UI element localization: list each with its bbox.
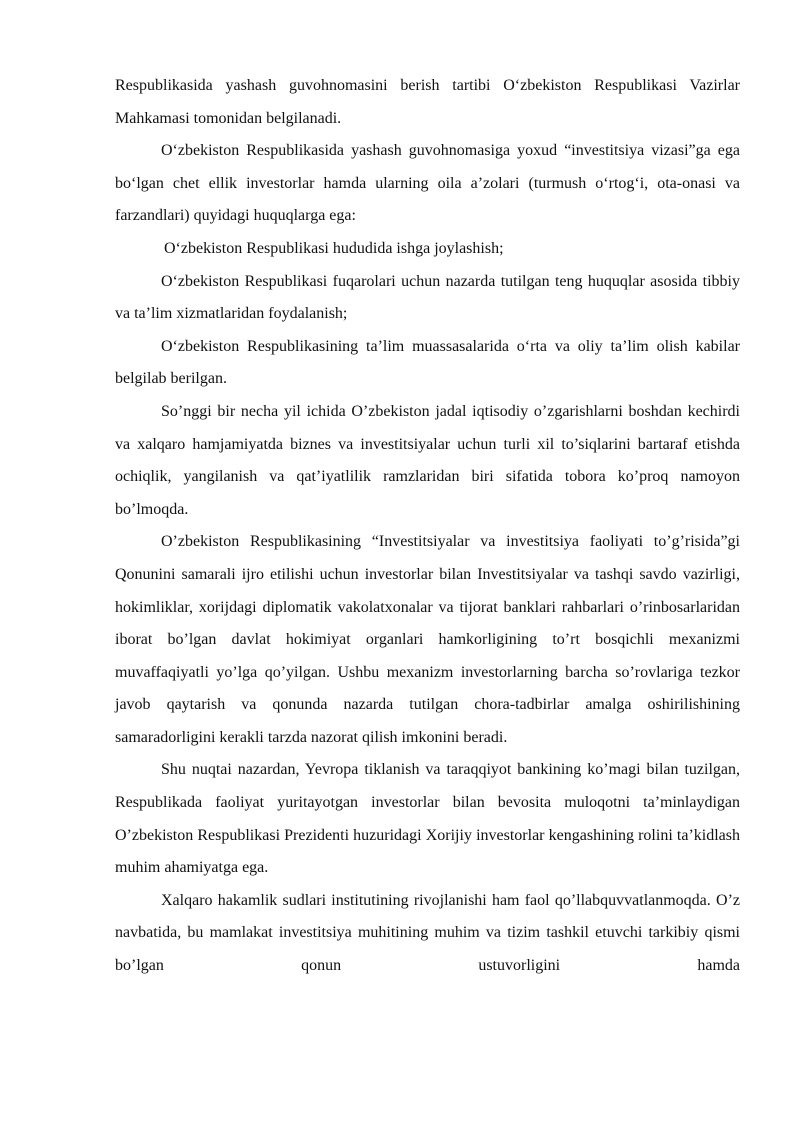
paragraph-arbitration: Xalqaro hakamlik sudlari institutining rivojlanishi ham faol qo’llabquvvatlanmoqda. O’z navbatida, bu mamlakat investitsiya muhitining muhim va tizim tashkil etuvchi tarkibiy qismi bo’lgan qonun ustuvorligini hamda	[115, 891, 740, 975]
paragraph-investment-law: O’zbekiston Respublikasining “Investitsiyalar va investitsiya faoliyati to’g’risida”gi Qonunini samarali ijro etilishi uchun investorlar bilan Investitsiyalar va tashqi savdo vazirligi, hokimliklar, xorijdagi diplomatik vakolatxonalar va tijorat banklari rahbarlari o’rinbosarlaridan iborat bo’lgan davlat hokimiyat organlari hamkorligining to’rt bosqichli mexanizmi muvaffaqiyatli yo’lga qo’yilgan. Ushbu mexanizm investorlarning barcha so’rovlariga tezkor javob qaytarish va qonunda nazarda tutilgan chora-tadbirlar amalga oshirilishining samaradorligini kerakli tarzda nazorat qilish imkonini beradi.	[115, 533, 740, 746]
list-item-employment: O‘zbekiston Respublikasi hududida ishga joylashish;	[164, 239, 504, 257]
list-item-education: O‘zbekiston Respublikasining ta’lim muassasalarida o‘rta va oliy ta’lim olish kabilar belgilab berilgan.	[115, 337, 740, 388]
list-item-services: O‘zbekiston Respublikasi fuqarolari uchun nazarda tutilgan teng huquqlar asosida tibbiy va ta’lim xizmatlaridan foydalanish;	[115, 272, 740, 323]
document-page	[115, 70, 740, 983]
paragraph-continuation: Respublikasida yashash guvohnomasini berish tartibi O‘zbekiston Respublikasi Vazirlar Mahkamasi tomonidan belgilanadi.	[115, 77, 740, 127]
paragraph-reforms: So’nggi bir necha yil ichida O’zbekiston jadal iqtisodiy o’zgarishlarni boshdan kechirdi va xalqaro hamjamiyatda biznes va investitsiyalar uchun turli xil to’siqlarini bartaraf etishda ochiqlik, yangilanish va qat’iyatlilik ramzlaridan biri sifatida tobora ko’proq namoyon bo’lmoqda.	[115, 402, 740, 518]
paragraph-rights-intro: O‘zbekiston Respublikasida yashash guvohnomasiga yoxud “investitsiya vizasi”ga ega bo‘lgan chet ellik investorlar hamda ularning oila a’zolari (turmush o‘rtog‘i, ota-onasi va farzandlari) quyidagi huquqlarga ega:	[115, 142, 740, 225]
paragraph-investors-council: Shu nuqtai nazardan, Yevropa tiklanish va taraqqiyot bankining ko’magi bilan tuzilgan, Respublikada faoliyat yuritayotgan investorlar bilan bevosita muloqotni ta’minlaydigan O’zbekiston Respublikasi Prezidenti huzuridagi Xorijiy investorlar kengashining rolini ta’kidlash muhim ahamiyatga ega.	[115, 761, 740, 877]
